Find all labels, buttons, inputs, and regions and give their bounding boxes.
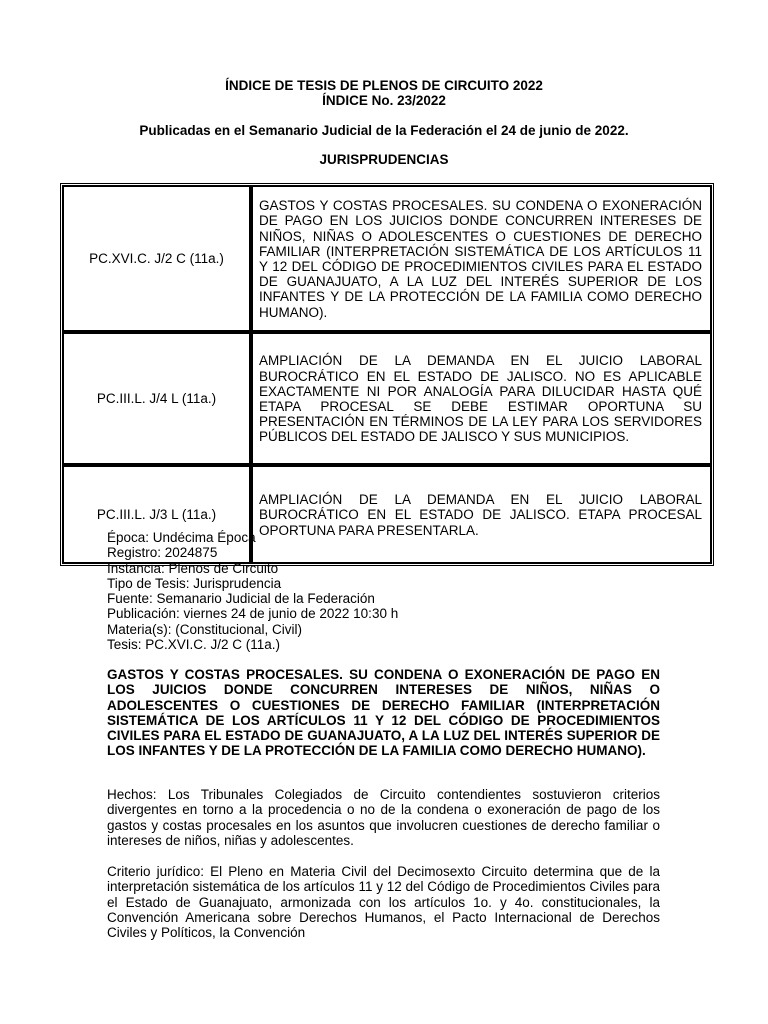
meta-tesis: Tesis: PC.XVI.C. J/2 C (11a.) — [107, 637, 281, 653]
table-row — [63, 186, 711, 331]
document-title: ÍNDICE DE TESIS DE PLENOS DE CIRCUITO 2022 — [225, 78, 543, 93]
thesis-description: AMPLIACIÓN DE LA DEMANDA EN EL JUICIO LABORAL BUROCRÁTICO EN EL ESTADO DE JALISCO. NO ES APLICABLE EXACTAMENTE NI POR ANALOGÍA PARA DILUCIDAR HASTA QUÉ ETAPA PROCESAL SE DEBE ESTIMAR OPORTUNA SU PRESENTACIÓN EN TÉRMINOS DE LA LEY PARA LOS SERVIDORES PÚBLICOS DEL ESTADO DE JALISCO Y SUS MUNICIPIOS. — [252, 331, 711, 464]
meta-fuente: Fuente: Semanario Judicial de la Federación — [107, 591, 375, 607]
meta-instancia: Instancia: Plenos de Circuito — [107, 560, 279, 576]
thesis-code: PC.III.L. J/3 L (11a.) — [63, 464, 252, 563]
thesis-metadata — [107, 530, 398, 652]
meta-tipo: Tipo de Tesis: Jurisprudencia — [107, 575, 282, 591]
section-heading: JURISPRUDENCIAS — [319, 152, 449, 167]
thesis-description: AMPLIACIÓN DE LA DEMANDA EN EL JUICIO LABORAL BUROCRÁTICO EN EL ESTADO DE JALISCO. ETAPA PROCESAL OPORTUNA PARA PRESENTARLA. — [252, 464, 711, 563]
thesis-hechos: Hechos: Los Tribunales Colegiados de Circuito contendientes sostuvieron criterios divergentes en torno a la procedencia o no de la condena o exoneración de pago de los gastos y costas procesales en los asuntos que involucren cuestiones de derecho familiar o intereses de niños, niñas y adolescentes. — [107, 787, 660, 848]
index-number: ÍNDICE No. 23/2022 — [322, 93, 446, 108]
meta-publicacion: Publicación: viernes 24 de junio de 2022 10:30 h — [107, 606, 399, 622]
thesis-index-table — [60, 183, 714, 566]
meta-materia: Materia(s): (Constitucional, Civil) — [107, 621, 303, 637]
thesis-code: PC.III.L. J/4 L (11a.) — [63, 331, 252, 464]
thesis-code: PC.XVI.C. J/2 C (11a.) — [63, 186, 252, 331]
table-row — [63, 331, 711, 464]
thesis-description: GASTOS Y COSTAS PROCESALES. SU CONDENA O EXONERACIÓN DE PAGO EN LOS JUICIOS DONDE CONCURREN INTERESES DE NIÑOS, NIÑAS O ADOLESCENTES O CUESTIONES DE DERECHO FAMILIAR (INTERPRETACIÓN SISTEMÁTICA DE LOS ARTÍCULOS 11 Y 12 DEL CÓDIGO DE PROCEDIMIENTOS CIVILES PARA EL ESTADO DE GUANAJUATO, A LA LUZ DEL INTERÉS SUPERIOR DE LOS INFANTES Y DE LA PROTECCIÓN DE LA FAMILIA COMO DERECHO HUMANO). — [252, 186, 711, 331]
thesis-title: GASTOS Y COSTAS PROCESALES. SU CONDENA O EXONERACIÓN DE PAGO EN LOS JUICIOS DONDE CONCURREN INTERESES DE NIÑOS, NIÑAS O ADOLESCENTES O CUESTIONES DE DERECHO FAMILIAR (INTERPRETACIÓN SISTEMÁTICA DE LOS ARTÍCULOS 11 Y 12 DEL CÓDIGO DE PROCEDIMIENTOS CIVILES PARA EL ESTADO DE GUANAJUATO, A LA LUZ DEL INTERÉS SUPERIOR DE LOS INFANTES Y DE LA PROTECCIÓN DE LA FAMILIA COMO DERECHO HUMANO). — [107, 667, 660, 759]
meta-registro: Registro: 2024875 — [107, 545, 218, 561]
thesis-criterio: Criterio jurídico: El Pleno en Materia Civil del Decimosexto Circuito determina que de la interpretación sistemática de los artículos 11 y 12 del Código de Procedimientos Civiles para el Estado de Guanajuato, armonizada con los artículos 1o. y 4o. constitucionales, la Convención Americana sobre Derechos Humanos, el Pacto Internacional de Derechos Civiles y Políticos, la Convención — [107, 864, 660, 941]
meta-epoca: Época: Undécima Época — [107, 530, 256, 545]
publication-note: Publicadas en el Semanario Judicial de la Federación el 24 de junio de 2022. — [139, 123, 629, 138]
